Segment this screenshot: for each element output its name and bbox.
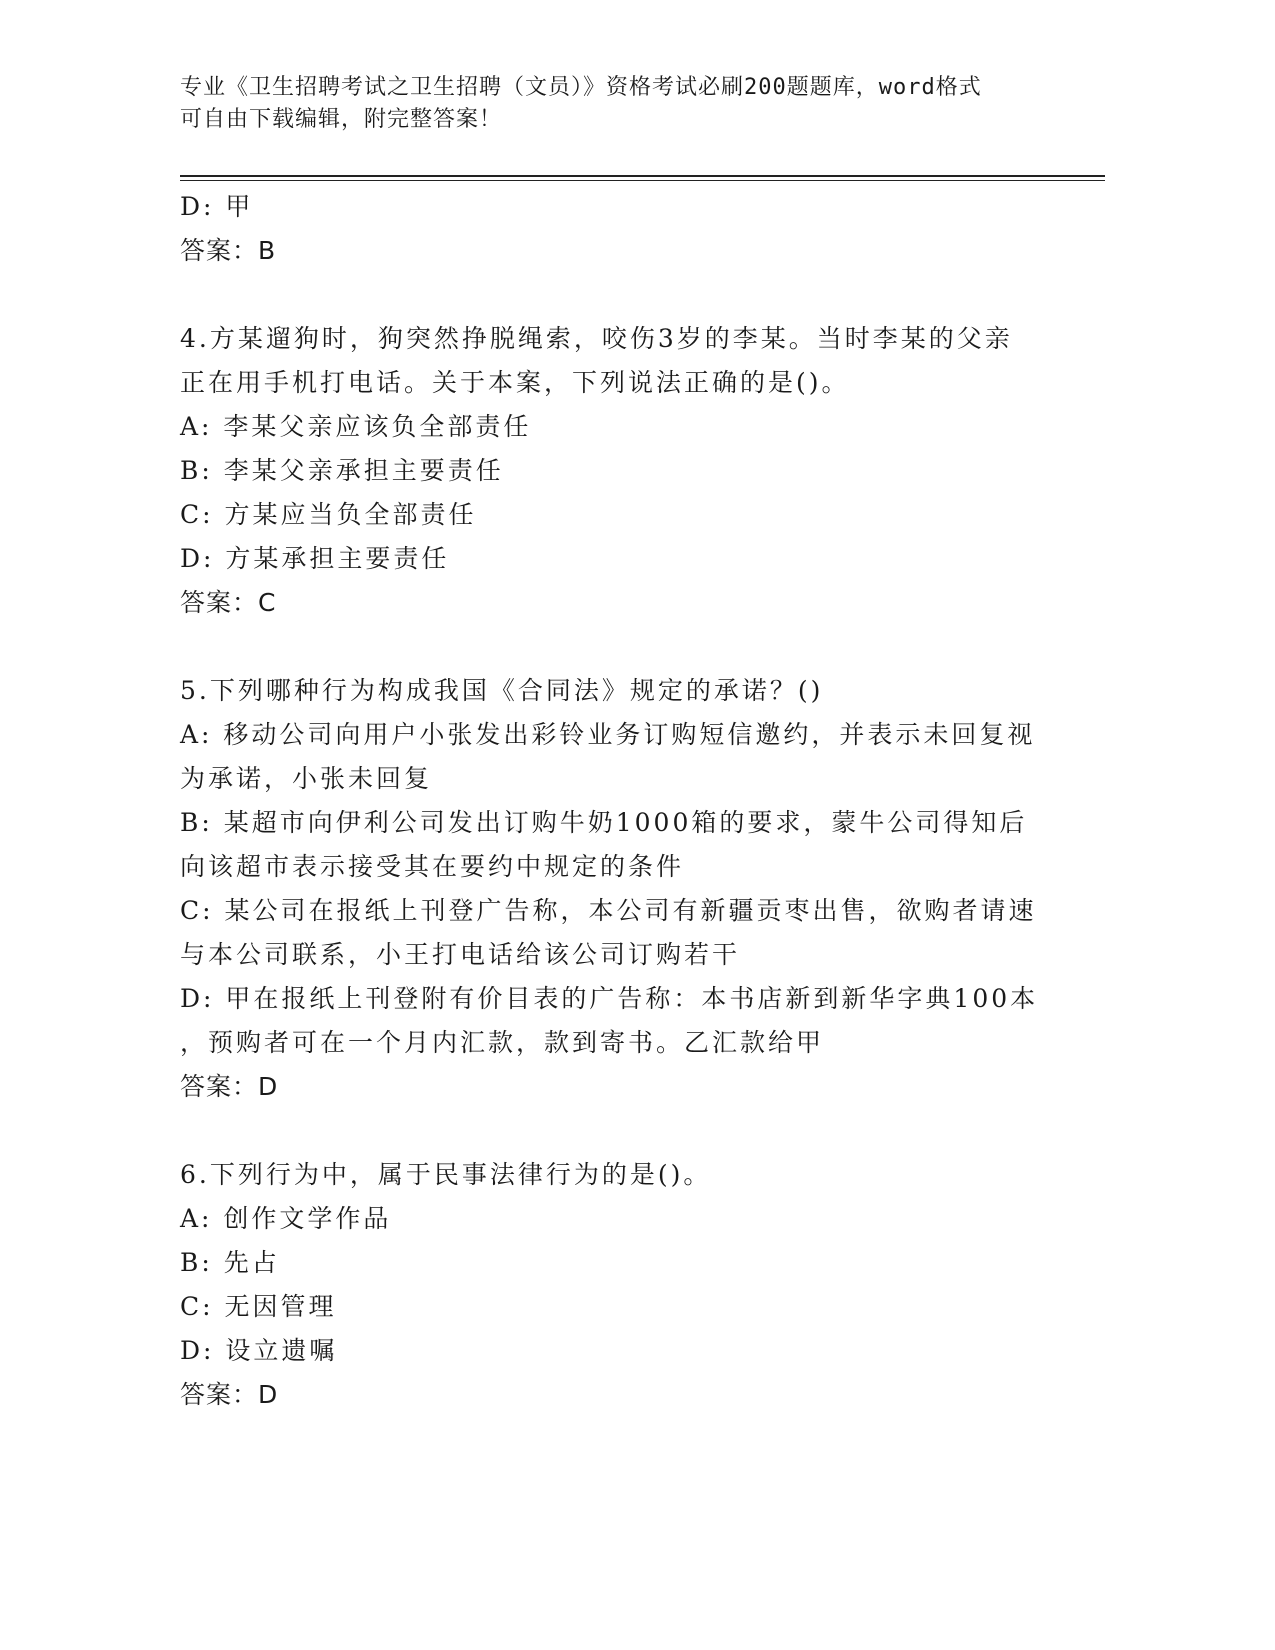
question-text: 4.方某遛狗时，狗突然挣脱绳索，咬伤3岁的李某。当时李某的父亲 — [180, 324, 1013, 353]
question-block-5 — [180, 669, 1040, 1109]
question-text: 6.下列行为中，属于民事法律行为的是()。 — [180, 1160, 712, 1189]
answer-line: 答案：D — [180, 1380, 279, 1409]
header-line-2: 可自由下载编辑，附完整答案！ — [180, 107, 503, 132]
question-block-6 — [180, 1153, 1040, 1417]
option-a-continued: 为承诺，小张未回复 — [180, 764, 433, 793]
option-b-continued: 向该超市表示接受其在要约中规定的条件 — [180, 852, 685, 881]
header-rule-thick — [180, 175, 1105, 177]
question-block-4 — [180, 317, 1040, 625]
option-b: B: 先占 — [180, 1248, 280, 1277]
option-c: C: 方某应当负全部责任 — [180, 500, 477, 529]
option-a: A: 移动公司向用户小张发出彩铃业务订购短信邀约，并表示未回复视 — [180, 720, 1036, 749]
document-header — [180, 72, 1040, 136]
document-body — [180, 185, 1040, 1417]
header-rule-thin — [180, 180, 1105, 181]
option-d: D: 甲在报纸上刊登附有价目表的广告称：本书店新到新华字典100本 — [180, 984, 1039, 1013]
option-d: D: 方某承担主要责任 — [180, 544, 450, 573]
option-a: A: 创作文学作品 — [180, 1204, 392, 1233]
answer-line: 答案：D — [180, 1072, 279, 1101]
option-d: D: 设立遗嘱 — [180, 1336, 338, 1365]
prev-question-option-d: D: 甲 — [180, 192, 254, 221]
question-text: 正在用手机打电话。关于本案，下列说法正确的是()。 — [180, 368, 850, 397]
option-c: C: 某公司在报纸上刊登广告称，本公司有新疆贡枣出售，欲购者请速 — [180, 896, 1037, 925]
prev-question-answer: 答案：B — [180, 236, 277, 265]
header-line-1: 专业《卫生招聘考试之卫生招聘（文员）》资格考试必刷200题题库，word格式 — [180, 75, 982, 100]
question-text: 5.下列哪种行为构成我国《合同法》规定的承诺？() — [180, 676, 824, 705]
option-b: B: 李某父亲承担主要责任 — [180, 456, 504, 485]
answer-line: 答案：C — [180, 588, 277, 617]
option-d-continued: ，预购者可在一个月内汇款，款到寄书。乙汇款给甲 — [180, 1028, 825, 1057]
option-c: C: 无因管理 — [180, 1292, 337, 1321]
option-b: B: 某超市向伊利公司发出订购牛奶1000箱的要求，蒙牛公司得知后 — [180, 808, 1028, 837]
option-c-continued: 与本公司联系，小王打电话给该公司订购若干 — [180, 940, 741, 969]
option-a: A: 李某父亲应该负全部责任 — [180, 412, 532, 441]
